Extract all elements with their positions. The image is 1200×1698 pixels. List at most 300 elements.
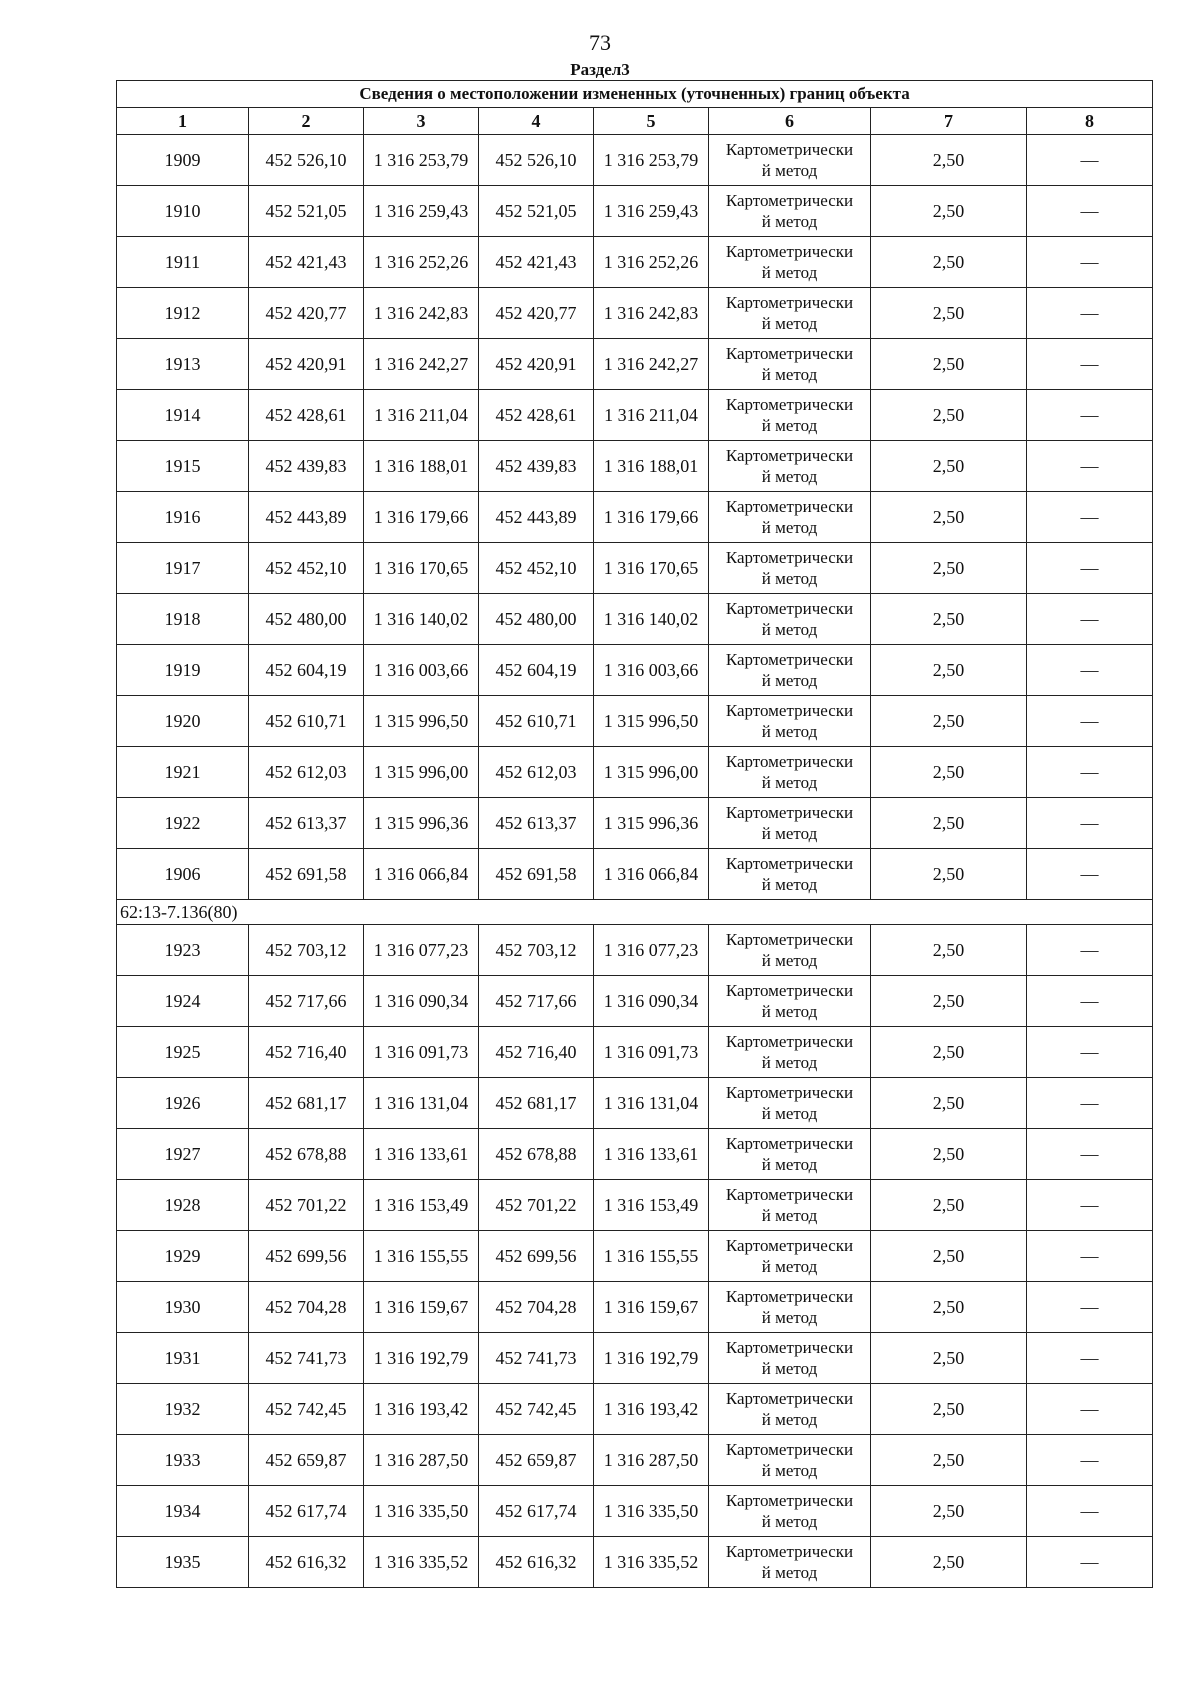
table-row xyxy=(117,925,1153,976)
y-new-cell: 1 316 242,83 xyxy=(594,288,709,339)
x-new-cell: 452 420,91 xyxy=(479,339,594,390)
description-cell: — xyxy=(1027,1129,1153,1180)
x-new-cell: 452 604,19 xyxy=(479,645,594,696)
method-line: й метод xyxy=(761,773,818,792)
table-body xyxy=(117,135,1153,1588)
table-row xyxy=(117,492,1153,543)
y-new-cell: 1 316 242,27 xyxy=(594,339,709,390)
x-existing-cell: 452 716,40 xyxy=(249,1027,364,1078)
accuracy-cell: 2,50 xyxy=(871,543,1027,594)
accuracy-cell: 2,50 xyxy=(871,1180,1027,1231)
x-existing-cell: 452 420,77 xyxy=(249,288,364,339)
y-existing-cell: 1 316 259,43 xyxy=(364,186,479,237)
method-line: Картометрически xyxy=(725,1389,854,1408)
method-cell xyxy=(709,696,871,747)
accuracy-cell: 2,50 xyxy=(871,339,1027,390)
x-existing-cell: 452 741,73 xyxy=(249,1333,364,1384)
method-line: Картометрически xyxy=(725,344,854,363)
accuracy-cell: 2,50 xyxy=(871,594,1027,645)
point-number-cell: 1927 xyxy=(117,1129,249,1180)
y-new-cell: 1 316 133,61 xyxy=(594,1129,709,1180)
table-row xyxy=(117,747,1153,798)
x-existing-cell: 452 604,19 xyxy=(249,645,364,696)
description-cell: — xyxy=(1027,390,1153,441)
accuracy-cell: 2,50 xyxy=(871,1486,1027,1537)
description-cell: — xyxy=(1027,1231,1153,1282)
method-line: й метод xyxy=(761,518,818,537)
x-new-cell: 452 691,58 xyxy=(479,849,594,900)
point-number-cell: 1915 xyxy=(117,441,249,492)
y-new-cell: 1 316 155,55 xyxy=(594,1231,709,1282)
x-existing-cell: 452 443,89 xyxy=(249,492,364,543)
method-cell xyxy=(709,492,871,543)
point-number-cell: 1931 xyxy=(117,1333,249,1384)
y-existing-cell: 1 315 996,36 xyxy=(364,798,479,849)
method-cell xyxy=(709,747,871,798)
group-row xyxy=(117,900,1153,925)
description-cell: — xyxy=(1027,1537,1153,1588)
y-new-cell: 1 316 179,66 xyxy=(594,492,709,543)
column-number: 7 xyxy=(871,108,1027,135)
accuracy-cell: 2,50 xyxy=(871,747,1027,798)
method-line: Картометрически xyxy=(725,191,854,210)
table-row xyxy=(117,543,1153,594)
x-new-cell: 452 443,89 xyxy=(479,492,594,543)
method-line: й метод xyxy=(761,1002,818,1021)
x-existing-cell: 452 681,17 xyxy=(249,1078,364,1129)
method-cell xyxy=(709,1027,871,1078)
point-number-cell: 1932 xyxy=(117,1384,249,1435)
x-new-cell: 452 420,77 xyxy=(479,288,594,339)
y-existing-cell: 1 316 188,01 xyxy=(364,441,479,492)
y-new-cell: 1 316 159,67 xyxy=(594,1282,709,1333)
y-existing-cell: 1 316 193,42 xyxy=(364,1384,479,1435)
accuracy-cell: 2,50 xyxy=(871,976,1027,1027)
y-existing-cell: 1 316 335,50 xyxy=(364,1486,479,1537)
y-existing-cell: 1 316 242,83 xyxy=(364,288,479,339)
table-row xyxy=(117,1231,1153,1282)
method-line: Картометрически xyxy=(725,701,854,720)
method-line: й метод xyxy=(761,1461,818,1480)
method-line: Картометрически xyxy=(725,140,854,159)
method-line: Картометрически xyxy=(725,854,854,873)
description-cell: — xyxy=(1027,1027,1153,1078)
method-line: Картометрически xyxy=(725,1440,854,1459)
accuracy-cell: 2,50 xyxy=(871,1384,1027,1435)
method-cell xyxy=(709,976,871,1027)
method-line: й метод xyxy=(761,1563,818,1582)
point-number-cell: 1926 xyxy=(117,1078,249,1129)
y-new-cell: 1 316 252,26 xyxy=(594,237,709,288)
point-number-cell: 1924 xyxy=(117,976,249,1027)
method-line: й метод xyxy=(761,875,818,894)
x-new-cell: 452 678,88 xyxy=(479,1129,594,1180)
method-line: й метод xyxy=(761,671,818,690)
method-cell xyxy=(709,1486,871,1537)
description-cell: — xyxy=(1027,543,1153,594)
table-row xyxy=(117,1282,1153,1333)
description-cell: — xyxy=(1027,186,1153,237)
y-new-cell: 1 316 003,66 xyxy=(594,645,709,696)
method-cell xyxy=(709,135,871,186)
method-line: й метод xyxy=(761,1512,818,1531)
point-number-cell: 1930 xyxy=(117,1282,249,1333)
y-new-cell: 1 316 287,50 xyxy=(594,1435,709,1486)
method-cell xyxy=(709,186,871,237)
method-cell xyxy=(709,237,871,288)
column-number: 8 xyxy=(1027,108,1153,135)
point-number-cell: 1913 xyxy=(117,339,249,390)
table-row xyxy=(117,645,1153,696)
description-cell: — xyxy=(1027,645,1153,696)
method-cell xyxy=(709,849,871,900)
table-row xyxy=(117,849,1153,900)
description-cell: — xyxy=(1027,135,1153,186)
table-row xyxy=(117,594,1153,645)
table-row xyxy=(117,339,1153,390)
accuracy-cell: 2,50 xyxy=(871,1027,1027,1078)
x-existing-cell: 452 701,22 xyxy=(249,1180,364,1231)
x-existing-cell: 452 521,05 xyxy=(249,186,364,237)
y-existing-cell: 1 316 335,52 xyxy=(364,1537,479,1588)
point-number-cell: 1921 xyxy=(117,747,249,798)
point-number-cell: 1923 xyxy=(117,925,249,976)
method-cell xyxy=(709,798,871,849)
method-line: й метод xyxy=(761,951,818,970)
y-new-cell: 1 315 996,50 xyxy=(594,696,709,747)
x-existing-cell: 452 678,88 xyxy=(249,1129,364,1180)
y-existing-cell: 1 315 996,00 xyxy=(364,747,479,798)
y-new-cell: 1 316 211,04 xyxy=(594,390,709,441)
table-row xyxy=(117,288,1153,339)
accuracy-cell: 2,50 xyxy=(871,390,1027,441)
description-cell: — xyxy=(1027,1486,1153,1537)
x-existing-cell: 452 480,00 xyxy=(249,594,364,645)
y-new-cell: 1 316 188,01 xyxy=(594,441,709,492)
table-row xyxy=(117,1129,1153,1180)
method-cell xyxy=(709,390,871,441)
method-line: Картометрически xyxy=(725,1134,854,1153)
table-row xyxy=(117,696,1153,747)
x-new-cell: 452 716,40 xyxy=(479,1027,594,1078)
table-row xyxy=(117,1180,1153,1231)
y-existing-cell: 1 316 252,26 xyxy=(364,237,479,288)
column-number: 2 xyxy=(249,108,364,135)
column-number: 4 xyxy=(479,108,594,135)
table-row xyxy=(117,1537,1153,1588)
y-new-cell: 1 316 170,65 xyxy=(594,543,709,594)
method-line: й метод xyxy=(761,824,818,843)
point-number-cell: 1917 xyxy=(117,543,249,594)
method-line: й метод xyxy=(761,1257,818,1276)
method-line: й метод xyxy=(761,467,818,486)
accuracy-cell: 2,50 xyxy=(871,237,1027,288)
table-row xyxy=(117,135,1153,186)
method-cell xyxy=(709,1282,871,1333)
description-cell: — xyxy=(1027,976,1153,1027)
x-existing-cell: 452 617,74 xyxy=(249,1486,364,1537)
table-row xyxy=(117,1384,1153,1435)
point-number-cell: 1916 xyxy=(117,492,249,543)
y-existing-cell: 1 316 090,34 xyxy=(364,976,479,1027)
method-cell xyxy=(709,1384,871,1435)
x-existing-cell: 452 699,56 xyxy=(249,1231,364,1282)
y-new-cell: 1 316 090,34 xyxy=(594,976,709,1027)
method-line: Картометрически xyxy=(725,548,854,567)
x-new-cell: 452 439,83 xyxy=(479,441,594,492)
x-new-cell: 452 610,71 xyxy=(479,696,594,747)
x-new-cell: 452 717,66 xyxy=(479,976,594,1027)
method-line: Картометрически xyxy=(725,650,854,669)
method-line: й метод xyxy=(761,1104,818,1123)
y-new-cell: 1 316 193,42 xyxy=(594,1384,709,1435)
point-number-cell: 1918 xyxy=(117,594,249,645)
x-new-cell: 452 421,43 xyxy=(479,237,594,288)
method-line: Картометрически xyxy=(725,752,854,771)
point-number-cell: 1910 xyxy=(117,186,249,237)
table-row xyxy=(117,237,1153,288)
column-number: 1 xyxy=(117,108,249,135)
x-existing-cell: 452 704,28 xyxy=(249,1282,364,1333)
y-existing-cell: 1 316 287,50 xyxy=(364,1435,479,1486)
description-cell: — xyxy=(1027,747,1153,798)
y-new-cell: 1 316 077,23 xyxy=(594,925,709,976)
method-line: й метод xyxy=(761,161,818,180)
accuracy-cell: 2,50 xyxy=(871,645,1027,696)
description-cell: — xyxy=(1027,1333,1153,1384)
table-caption: Сведения о местоположении измененных (уточненных) границ объекта xyxy=(117,81,1153,108)
method-line: Картометрически xyxy=(725,395,854,414)
x-new-cell: 452 742,45 xyxy=(479,1384,594,1435)
method-line: й метод xyxy=(761,1359,818,1378)
point-number-cell: 1912 xyxy=(117,288,249,339)
method-line: Картометрически xyxy=(725,1032,854,1051)
y-existing-cell: 1 316 170,65 xyxy=(364,543,479,594)
description-cell: — xyxy=(1027,1282,1153,1333)
table-row xyxy=(117,441,1153,492)
y-new-cell: 1 316 259,43 xyxy=(594,186,709,237)
method-cell xyxy=(709,1180,871,1231)
method-line: Картометрически xyxy=(725,1083,854,1102)
point-number-cell: 1935 xyxy=(117,1537,249,1588)
x-new-cell: 452 616,32 xyxy=(479,1537,594,1588)
accuracy-cell: 2,50 xyxy=(871,1078,1027,1129)
x-existing-cell: 452 613,37 xyxy=(249,798,364,849)
method-line: Картометрически xyxy=(725,446,854,465)
method-line: Картометрически xyxy=(725,1491,854,1510)
x-existing-cell: 452 610,71 xyxy=(249,696,364,747)
point-number-cell: 1914 xyxy=(117,390,249,441)
x-existing-cell: 452 616,32 xyxy=(249,1537,364,1588)
x-existing-cell: 452 717,66 xyxy=(249,976,364,1027)
description-cell: — xyxy=(1027,849,1153,900)
method-cell xyxy=(709,1537,871,1588)
description-cell: — xyxy=(1027,441,1153,492)
x-new-cell: 452 659,87 xyxy=(479,1435,594,1486)
method-line: й метод xyxy=(761,314,818,333)
method-line: Картометрически xyxy=(725,1542,854,1561)
method-cell xyxy=(709,1333,871,1384)
x-new-cell: 452 704,28 xyxy=(479,1282,594,1333)
x-new-cell: 452 526,10 xyxy=(479,135,594,186)
y-new-cell: 1 316 335,50 xyxy=(594,1486,709,1537)
method-line: Картометрически xyxy=(725,242,854,261)
method-line: Картометрически xyxy=(725,1185,854,1204)
description-cell: — xyxy=(1027,696,1153,747)
page-number: 73 xyxy=(589,30,611,55)
y-new-cell: 1 316 153,49 xyxy=(594,1180,709,1231)
description-cell: — xyxy=(1027,1078,1153,1129)
x-new-cell: 452 701,22 xyxy=(479,1180,594,1231)
y-new-cell: 1 316 066,84 xyxy=(594,849,709,900)
accuracy-cell: 2,50 xyxy=(871,1333,1027,1384)
x-existing-cell: 452 742,45 xyxy=(249,1384,364,1435)
method-cell xyxy=(709,925,871,976)
y-existing-cell: 1 316 179,66 xyxy=(364,492,479,543)
y-existing-cell: 1 316 253,79 xyxy=(364,135,479,186)
point-number-cell: 1906 xyxy=(117,849,249,900)
x-new-cell: 452 521,05 xyxy=(479,186,594,237)
x-existing-cell: 452 691,58 xyxy=(249,849,364,900)
description-cell: — xyxy=(1027,1384,1153,1435)
y-existing-cell: 1 316 211,04 xyxy=(364,390,479,441)
method-cell xyxy=(709,1078,871,1129)
method-line: й метод xyxy=(761,1155,818,1174)
accuracy-cell: 2,50 xyxy=(871,441,1027,492)
method-cell xyxy=(709,1129,871,1180)
x-existing-cell: 452 703,12 xyxy=(249,925,364,976)
table-row xyxy=(117,976,1153,1027)
accuracy-cell: 2,50 xyxy=(871,696,1027,747)
y-existing-cell: 1 316 131,04 xyxy=(364,1078,479,1129)
table-row xyxy=(117,1333,1153,1384)
point-number-cell: 1922 xyxy=(117,798,249,849)
method-line: Картометрически xyxy=(725,981,854,1000)
y-new-cell: 1 316 192,79 xyxy=(594,1333,709,1384)
column-number: 5 xyxy=(594,108,709,135)
x-new-cell: 452 613,37 xyxy=(479,798,594,849)
y-existing-cell: 1 316 155,55 xyxy=(364,1231,479,1282)
y-existing-cell: 1 316 153,49 xyxy=(364,1180,479,1231)
x-existing-cell: 452 421,43 xyxy=(249,237,364,288)
x-new-cell: 452 699,56 xyxy=(479,1231,594,1282)
accuracy-cell: 2,50 xyxy=(871,1537,1027,1588)
x-new-cell: 452 703,12 xyxy=(479,925,594,976)
point-number-cell: 1929 xyxy=(117,1231,249,1282)
method-line: й метод xyxy=(761,365,818,384)
method-line: й метод xyxy=(761,1410,818,1429)
x-existing-cell: 452 526,10 xyxy=(249,135,364,186)
x-existing-cell: 452 420,91 xyxy=(249,339,364,390)
column-number-row xyxy=(117,108,1153,135)
method-line: Картометрически xyxy=(725,1287,854,1306)
y-new-cell: 1 315 996,00 xyxy=(594,747,709,798)
accuracy-cell: 2,50 xyxy=(871,492,1027,543)
table-row xyxy=(117,1486,1153,1537)
x-new-cell: 452 617,74 xyxy=(479,1486,594,1537)
description-cell: — xyxy=(1027,1435,1153,1486)
method-line: й метод xyxy=(761,1053,818,1072)
table-row xyxy=(117,1078,1153,1129)
description-cell: — xyxy=(1027,925,1153,976)
method-line: й метод xyxy=(761,263,818,282)
y-existing-cell: 1 315 996,50 xyxy=(364,696,479,747)
y-new-cell: 1 315 996,36 xyxy=(594,798,709,849)
point-number-cell: 1909 xyxy=(117,135,249,186)
y-existing-cell: 1 316 066,84 xyxy=(364,849,479,900)
column-number: 3 xyxy=(364,108,479,135)
accuracy-cell: 2,50 xyxy=(871,1129,1027,1180)
method-line: Картометрически xyxy=(725,803,854,822)
method-line: й метод xyxy=(761,1308,818,1327)
x-existing-cell: 452 612,03 xyxy=(249,747,364,798)
y-new-cell: 1 316 140,02 xyxy=(594,594,709,645)
y-existing-cell: 1 316 140,02 xyxy=(364,594,479,645)
accuracy-cell: 2,50 xyxy=(871,1282,1027,1333)
y-existing-cell: 1 316 133,61 xyxy=(364,1129,479,1180)
boundary-table xyxy=(116,80,1153,1588)
method-line: Картометрически xyxy=(725,293,854,312)
point-number-cell: 1928 xyxy=(117,1180,249,1231)
method-line: Картометрически xyxy=(725,930,854,949)
method-line: й метод xyxy=(761,416,818,435)
section-title: Раздел3 xyxy=(570,60,630,79)
accuracy-cell: 2,50 xyxy=(871,849,1027,900)
x-new-cell: 452 681,17 xyxy=(479,1078,594,1129)
method-cell xyxy=(709,1435,871,1486)
x-existing-cell: 452 452,10 xyxy=(249,543,364,594)
accuracy-cell: 2,50 xyxy=(871,288,1027,339)
x-existing-cell: 452 439,83 xyxy=(249,441,364,492)
method-line: й метод xyxy=(761,722,818,741)
x-new-cell: 452 428,61 xyxy=(479,390,594,441)
method-cell xyxy=(709,543,871,594)
y-new-cell: 1 316 131,04 xyxy=(594,1078,709,1129)
accuracy-cell: 2,50 xyxy=(871,925,1027,976)
method-cell xyxy=(709,339,871,390)
description-cell: — xyxy=(1027,339,1153,390)
table-row xyxy=(117,1435,1153,1486)
accuracy-cell: 2,50 xyxy=(871,798,1027,849)
description-cell: — xyxy=(1027,288,1153,339)
x-new-cell: 452 480,00 xyxy=(479,594,594,645)
y-new-cell: 1 316 091,73 xyxy=(594,1027,709,1078)
accuracy-cell: 2,50 xyxy=(871,135,1027,186)
point-number-cell: 1920 xyxy=(117,696,249,747)
y-new-cell: 1 316 253,79 xyxy=(594,135,709,186)
point-number-cell: 1919 xyxy=(117,645,249,696)
table-row xyxy=(117,1027,1153,1078)
method-cell xyxy=(709,645,871,696)
y-new-cell: 1 316 335,52 xyxy=(594,1537,709,1588)
y-existing-cell: 1 316 242,27 xyxy=(364,339,479,390)
x-existing-cell: 452 428,61 xyxy=(249,390,364,441)
method-cell xyxy=(709,288,871,339)
method-line: Картометрически xyxy=(725,1338,854,1357)
x-new-cell: 452 452,10 xyxy=(479,543,594,594)
table-row xyxy=(117,798,1153,849)
method-line: й метод xyxy=(761,620,818,639)
y-existing-cell: 1 316 192,79 xyxy=(364,1333,479,1384)
point-number-cell: 1925 xyxy=(117,1027,249,1078)
x-new-cell: 452 612,03 xyxy=(479,747,594,798)
description-cell: — xyxy=(1027,798,1153,849)
group-label: 62:13-7.136(80) xyxy=(117,900,1153,925)
y-existing-cell: 1 316 077,23 xyxy=(364,925,479,976)
point-number-cell: 1933 xyxy=(117,1435,249,1486)
method-line: й метод xyxy=(761,569,818,588)
method-line: й метод xyxy=(761,1206,818,1225)
